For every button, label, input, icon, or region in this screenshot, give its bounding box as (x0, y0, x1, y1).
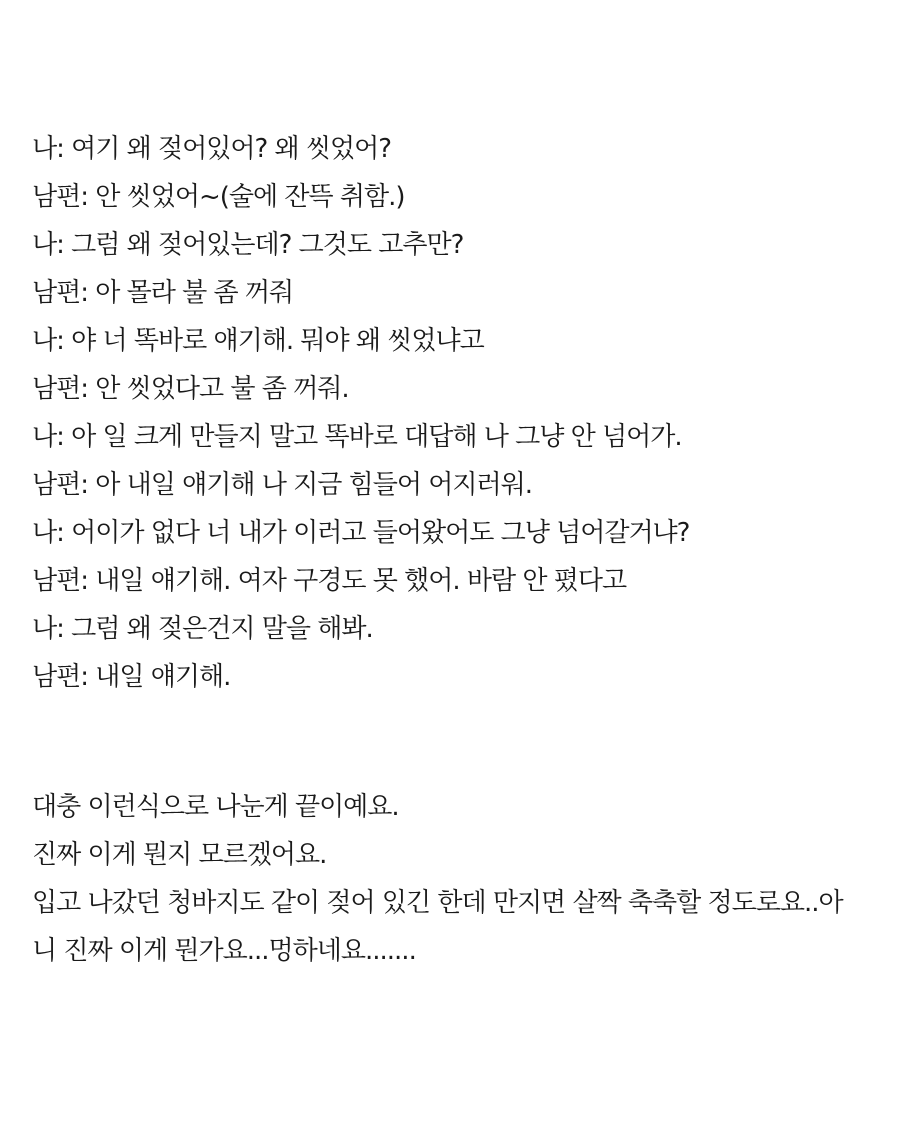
speaker-label: 나: (32, 614, 64, 644)
speaker-label: 나: (32, 518, 64, 548)
closing-line: 대충 이런식으로 나눈게 끝이예요. (32, 792, 399, 822)
dialogue-line (32, 173, 882, 221)
speaker-label: 나: (32, 134, 64, 164)
dialogue-text: 여기 왜 젖어있어? 왜 씻었어? (71, 134, 392, 164)
speaker-label: 남편: (32, 374, 88, 404)
closing-paragraph (32, 783, 882, 975)
dialogue-line (32, 461, 882, 509)
dialogue-line (32, 509, 882, 557)
dialogue-transcript (32, 125, 882, 701)
closing-line: 진짜 이게 뭔지 모르겠어요. (32, 840, 327, 870)
speaker-label: 나: (32, 422, 64, 452)
closing-line: 입고 나갔던 청바지도 같이 젖어 있긴 한데 만지면 살짝 축축할 정도로요..아 (32, 888, 843, 918)
dialogue-line (32, 125, 882, 173)
dialogue-text: 야 너 똑바로 얘기해. 뭐야 왜 씻었냐고 (71, 326, 484, 356)
dialogue-text: 내일 얘기해. 여자 구경도 못 했어. 바람 안 폈다고 (95, 566, 627, 596)
closing-line: 니 진짜 이게 뭔가요...멍하네요....... (32, 936, 416, 966)
dialogue-line (32, 605, 882, 653)
dialogue-line (32, 413, 882, 461)
dialogue-text: 어이가 없다 너 내가 이러고 들어왔어도 그냥 넘어갈거냐? (71, 518, 690, 548)
speaker-label: 남편: (32, 470, 88, 500)
dialogue-text: 아 일 크게 만들지 말고 똑바로 대답해 나 그냥 안 넘어가. (71, 422, 682, 452)
dialogue-line (32, 269, 882, 317)
speaker-label: 남편: (32, 566, 88, 596)
speaker-label: 남편: (32, 662, 88, 692)
dialogue-text: 그럼 왜 젖은건지 말을 해봐. (71, 614, 373, 644)
dialogue-text: 안 씻었다고 불 좀 꺼줘. (95, 374, 349, 404)
dialogue-text: 아 내일 얘기해 나 지금 힘들어 어지러워. (95, 470, 532, 500)
speaker-label: 남편: (32, 182, 88, 212)
speaker-label: 나: (32, 230, 64, 260)
speaker-label: 나: (32, 326, 64, 356)
dialogue-line (32, 557, 882, 605)
dialogue-line (32, 221, 882, 269)
dialogue-text: 그럼 왜 젖어있는데? 그것도 고추만? (71, 230, 464, 260)
dialogue-line (32, 653, 882, 701)
dialogue-line (32, 365, 882, 413)
dialogue-line (32, 317, 882, 365)
dialogue-text: 내일 얘기해. (95, 662, 231, 692)
speaker-label: 남편: (32, 278, 88, 308)
dialogue-text: 아 몰라 불 좀 꺼줘 (95, 278, 294, 308)
dialogue-text: 안 씻었어~(술에 잔뜩 취함.) (95, 182, 405, 212)
